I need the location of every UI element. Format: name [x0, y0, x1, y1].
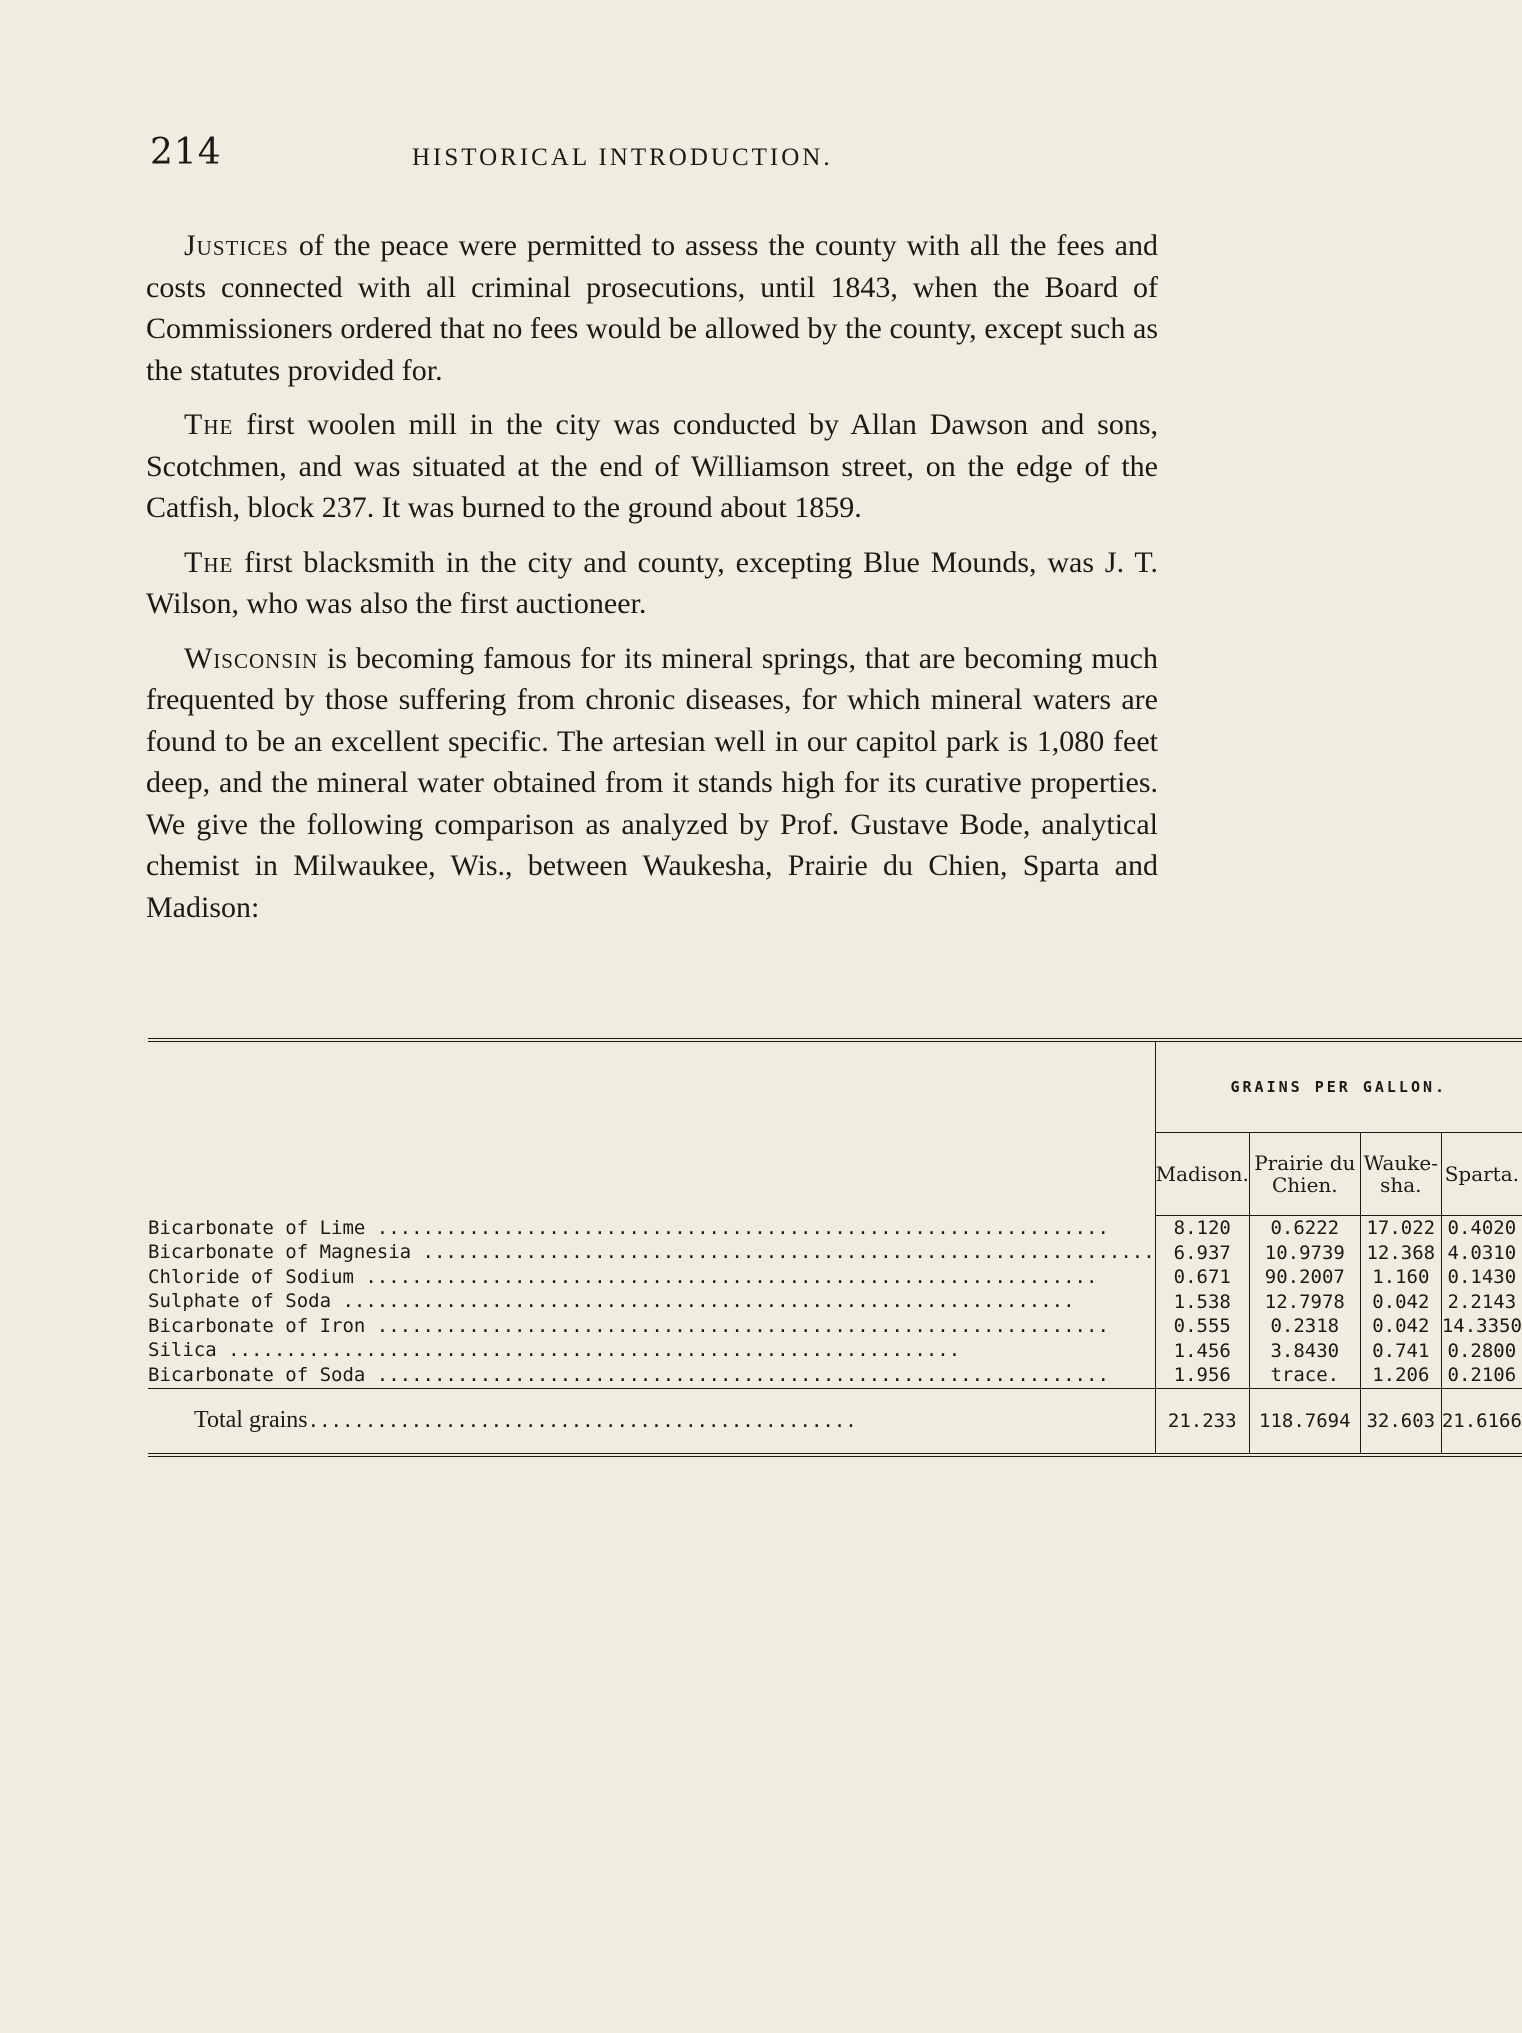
- paragraph-woolen-mill: [146, 404, 1158, 529]
- total-value: 32.603: [1366, 1409, 1436, 1432]
- paragraph-lead: Justices: [184, 229, 289, 262]
- page-header: [150, 132, 1150, 182]
- column-header-text: Wauke-sha.: [1363, 1151, 1438, 1197]
- paragraph-text: is becoming famous for its mineral springs, that are becoming much frequented by those suffering from chronic diseases, for which mineral waters are found to be an excellent specific. The artesian well in our capitol park is 1,080 feet deep, and the mineral water obtained from it stands high for its curative properties. We give the following comparison as analyzed by Prof. Gustave Bode, analytical chemist in Milwaukee, Wis., between Waukesha, Prairie du Chien, Sparta and Madison:: [146, 641, 1158, 924]
- column-header-sparta: Sparta.: [1441, 1133, 1522, 1216]
- table-cell: 3.8430: [1270, 1339, 1340, 1362]
- table-cell: 8.120: [1173, 1217, 1231, 1239]
- row-label: Bicarbonate of Magnesia .....: [148, 1240, 1155, 1265]
- paragraph-lead: The: [184, 545, 234, 579]
- column-header-prairie-du-chien: [1249, 1133, 1360, 1216]
- table-cell: 0.2800: [1447, 1339, 1517, 1362]
- table-cell: 0.2318: [1270, 1315, 1340, 1337]
- paragraph-lead: Wisconsin: [184, 641, 319, 675]
- table-cell: 14.3350: [1441, 1315, 1522, 1337]
- body-text: [146, 225, 1158, 941]
- table-cell: 1.206: [1372, 1364, 1430, 1386]
- table-cell: 1.538: [1173, 1290, 1231, 1313]
- paragraph-text: of the peace were permitted to assess the county with all the fees and costs connected with all criminal prosecutions, until 1843, when the Board of Commissioners ordered that no fees would be allowed by the county, except such as the statutes provided for.: [146, 229, 1158, 387]
- row-labels: [148, 1216, 1155, 1389]
- table-cell: 90.2007: [1264, 1266, 1345, 1288]
- table-cell: 1.160: [1372, 1266, 1430, 1288]
- table-cell: 12.7978: [1264, 1290, 1345, 1313]
- column-header-waukesha: [1360, 1133, 1441, 1216]
- table-cell: 12.368: [1366, 1241, 1436, 1264]
- total-label: Total grains .....: [148, 1407, 1155, 1434]
- paragraph-mineral-springs: [146, 638, 1158, 929]
- row-label: Bicarbonate of Iron .....: [148, 1314, 1155, 1339]
- row-label: Chloride of Sodium .....: [148, 1265, 1155, 1290]
- table-cell: 0.741: [1372, 1339, 1430, 1362]
- paragraph-text: first blacksmith in the city and county, excepting Blue Mounds, was J. T. Wilson, who was also the first auctioneer.: [146, 545, 1158, 620]
- table-cell: 0.042: [1372, 1290, 1430, 1313]
- table-cell: 0.6222: [1270, 1217, 1340, 1239]
- total-cell: [1155, 1388, 1249, 1455]
- table-cell: 0.042: [1372, 1315, 1430, 1337]
- table-cell: 0.555: [1173, 1315, 1231, 1337]
- column-madison-values: [1155, 1216, 1249, 1389]
- paragraph-blacksmith: [146, 542, 1158, 625]
- row-label: Bicarbonate of Soda .....: [148, 1363, 1155, 1388]
- table-cell: 4.0310: [1447, 1241, 1517, 1264]
- column-header-madison: Madison.: [1155, 1133, 1249, 1216]
- table-stub-header: [148, 1040, 1155, 1216]
- total-cell: [1249, 1388, 1360, 1455]
- column-header-text: Prairie du Chien.: [1254, 1151, 1356, 1197]
- table-cell: 0.1430: [1447, 1266, 1517, 1288]
- table-cell: 0.2106: [1447, 1364, 1517, 1386]
- total-cell: [1441, 1388, 1522, 1455]
- column-sparta-values: [1441, 1216, 1522, 1389]
- table-cell: 0.4020: [1447, 1217, 1517, 1239]
- table-cell: 2.2143: [1447, 1290, 1517, 1313]
- row-label: Sulphate of Soda .....: [148, 1289, 1155, 1314]
- total-cell: [1360, 1388, 1441, 1455]
- paragraph-justices: [146, 225, 1158, 391]
- row-label: Silica .....: [148, 1338, 1155, 1363]
- column-waukesha-values: [1360, 1216, 1441, 1389]
- total-row: [148, 1388, 1522, 1455]
- page-number: 214: [150, 132, 222, 173]
- group-header: GRAINS PER GALLON.: [1155, 1040, 1522, 1133]
- total-value: 21.233: [1167, 1409, 1237, 1432]
- table-cell: 0.671: [1173, 1266, 1231, 1288]
- table-cell: 17.022: [1366, 1217, 1436, 1239]
- running-head: HISTORICAL INTRODUCTION.: [412, 144, 833, 171]
- paragraph-text: first woolen mill in the city was conducted by Allan Dawson and sons, Scotchmen, and was situated at the end of Williamson street, on the edge of the Catfish, block 237. It was burned to the ground about 1859.: [146, 408, 1158, 524]
- total-value: 21.6166: [1441, 1409, 1522, 1432]
- table-cell: trace.: [1270, 1364, 1340, 1386]
- total-label-cell: [148, 1388, 1155, 1455]
- column-prairie-du-chien-values: [1249, 1216, 1360, 1389]
- table-cell: 10.9739: [1264, 1241, 1345, 1264]
- row-label: Bicarbonate of Lime .....: [148, 1216, 1155, 1241]
- table-cell: 1.956: [1173, 1364, 1231, 1386]
- table-cell: 1.456: [1173, 1339, 1231, 1362]
- table-cell: 6.937: [1173, 1241, 1231, 1264]
- mineral-analysis-table: [148, 1038, 1522, 1457]
- paragraph-lead: The: [184, 408, 234, 441]
- total-value: 118.7694: [1259, 1409, 1351, 1432]
